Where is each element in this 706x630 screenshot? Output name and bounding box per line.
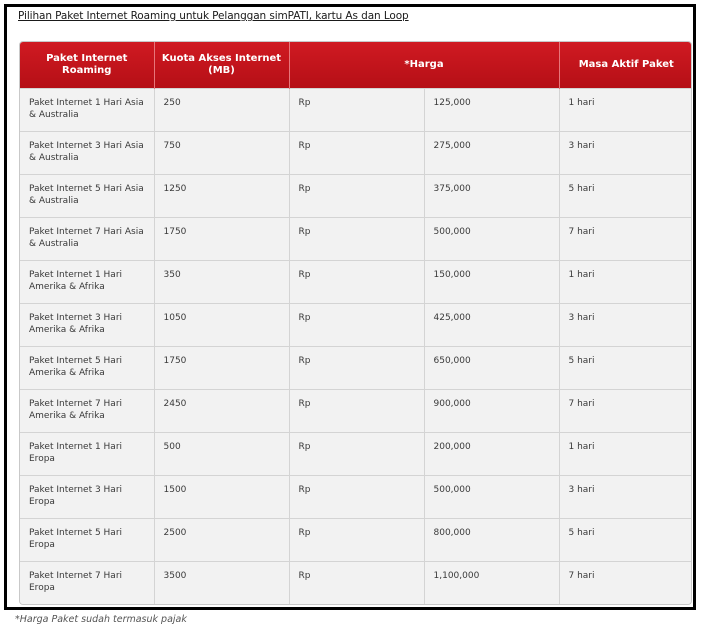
roaming-price-table [20,42,692,604]
cell-quota: 250 [154,88,289,131]
cell-price: 125,000 [424,88,559,131]
cell-package: Paket Internet 3 Hari Eropa [20,475,154,518]
cell-price: 900,000 [424,389,559,432]
price-table-container [19,41,692,605]
cell-price: 500,000 [424,475,559,518]
cell-active-period: 1 hari [559,432,692,475]
cell-quota: 750 [154,131,289,174]
table-row [20,131,692,174]
cell-currency: Rp [289,389,424,432]
cell-package: Paket Internet 7 Hari Eropa [20,561,154,604]
cell-active-period: 7 hari [559,217,692,260]
cell-currency: Rp [289,432,424,475]
cell-package: Paket Internet 5 Hari Eropa [20,518,154,561]
cell-price: 1,100,000 [424,561,559,604]
cell-active-period: 5 hari [559,346,692,389]
cell-quota: 1050 [154,303,289,346]
table-caption[interactable]: Pilihan Paket Internet Roaming untuk Pelanggan simPATI, kartu As dan Loop [18,10,409,22]
table-row [20,174,692,217]
cell-currency: Rp [289,260,424,303]
table-body [20,88,692,604]
table-row [20,303,692,346]
cell-package: Paket Internet 7 Hari Amerika & Afrika [20,389,154,432]
tax-note: *Harga Paket sudah termasuk pajak [15,614,187,625]
cell-active-period: 5 hari [559,174,692,217]
cell-price: 500,000 [424,217,559,260]
cell-currency: Rp [289,561,424,604]
header-quota: Kuota Akses Internet (MB) [154,42,289,88]
cell-price: 425,000 [424,303,559,346]
cell-currency: Rp [289,131,424,174]
table-row [20,432,692,475]
cell-quota: 1500 [154,475,289,518]
cell-price: 800,000 [424,518,559,561]
cell-quota: 350 [154,260,289,303]
cell-package: Paket Internet 1 Hari Asia & Australia [20,88,154,131]
cell-active-period: 5 hari [559,518,692,561]
cell-package: Paket Internet 5 Hari Amerika & Afrika [20,346,154,389]
cell-quota: 3500 [154,561,289,604]
cell-active-period: 3 hari [559,131,692,174]
table-row [20,561,692,604]
table-row [20,88,692,131]
cell-active-period: 3 hari [559,475,692,518]
cell-active-period: 7 hari [559,561,692,604]
table-row [20,346,692,389]
cell-package: Paket Internet 3 Hari Asia & Australia [20,131,154,174]
cell-currency: Rp [289,518,424,561]
cell-active-period: 3 hari [559,303,692,346]
cell-quota: 1250 [154,174,289,217]
cell-currency: Rp [289,303,424,346]
table-row [20,518,692,561]
cell-quota: 1750 [154,346,289,389]
cell-package: Paket Internet 1 Hari Amerika & Afrika [20,260,154,303]
cell-currency: Rp [289,217,424,260]
cell-quota: 2500 [154,518,289,561]
cell-package: Paket Internet 3 Hari Amerika & Afrika [20,303,154,346]
table-row [20,217,692,260]
cell-currency: Rp [289,346,424,389]
cell-active-period: 1 hari [559,260,692,303]
cell-currency: Rp [289,88,424,131]
cell-price: 650,000 [424,346,559,389]
cell-active-period: 7 hari [559,389,692,432]
cell-package: Paket Internet 7 Hari Asia & Australia [20,217,154,260]
table-header-row [20,42,692,88]
cell-price: 200,000 [424,432,559,475]
cell-currency: Rp [289,475,424,518]
cell-package: Paket Internet 1 Hari Eropa [20,432,154,475]
cell-quota: 500 [154,432,289,475]
cell-active-period: 1 hari [559,88,692,131]
cell-price: 150,000 [424,260,559,303]
cell-quota: 1750 [154,217,289,260]
cell-package: Paket Internet 5 Hari Asia & Australia [20,174,154,217]
header-package: Paket Internet Roaming [20,42,154,88]
table-row [20,475,692,518]
cell-price: 375,000 [424,174,559,217]
table-row [20,389,692,432]
cell-price: 275,000 [424,131,559,174]
cell-currency: Rp [289,174,424,217]
header-price: *Harga [289,42,559,88]
header-active-period: Masa Aktif Paket [559,42,692,88]
content-frame [4,4,696,610]
cell-quota: 2450 [154,389,289,432]
table-row [20,260,692,303]
